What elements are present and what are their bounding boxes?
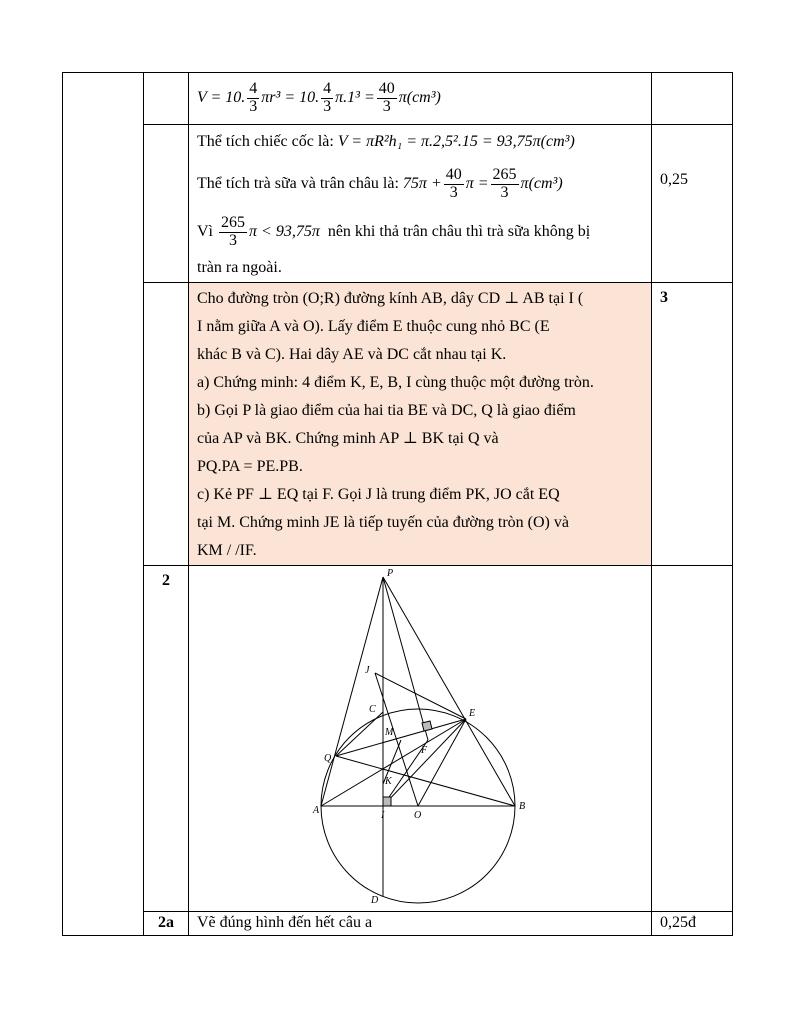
fraction: $\frac{265}{3}$: [221, 214, 245, 249]
problem-line: KM / /IF.: [197, 542, 257, 559]
figure-cell: [189, 566, 652, 912]
comparison-line-2: tràn ra ngoài.: [197, 259, 282, 276]
fraction: $\frac{4}{3}$: [249, 80, 258, 115]
segment-ae: [321, 719, 466, 806]
outer-left-column: [63, 73, 144, 936]
problem-line: khác B và C). Hai dây AE và DC cắt nhau tại K.: [197, 346, 507, 363]
problem-score: 3: [660, 289, 668, 306]
point-label-o: O: [414, 810, 422, 821]
figure-score-cell: [652, 566, 733, 912]
volume-formula: V = 10. $\frac{4}{3}$ πr³ = 10. $\frac{4}{3}$ π.1³ = $\frac{40}{3}$ π(cm³): [197, 80, 441, 115]
right-angle-mark: [383, 797, 391, 806]
problem-label-cell: [144, 283, 189, 566]
row-2a-label-cell: [144, 912, 189, 936]
row2-content-cell: [189, 125, 652, 283]
problem-statement-cell: [189, 283, 652, 566]
point-label-q: Q: [324, 753, 332, 764]
problem-line: a) Chứng minh: 4 điểm K, E, B, I cùng thuộc một đường tròn.: [197, 374, 594, 391]
segment-pa: [321, 577, 383, 806]
row1-content-cell: [189, 73, 652, 125]
problem-line: I nằm giữa A và O). Lấy điểm E thuộc cung nhỏ BC (E: [197, 318, 550, 335]
fraction: $\frac{40}{3}$: [378, 80, 395, 115]
figure-label: 2: [162, 572, 170, 589]
answer-table: [62, 72, 733, 936]
fraction: $\frac{4}{3}$: [323, 80, 332, 115]
problem-line: tại M. Chứng minh JE là tiếp tuyến của đường tròn (O) và: [197, 514, 569, 531]
problem-line: của AP và BK. Chứng minh AP ⊥ BK tại Q và: [197, 430, 499, 447]
point-label-d: D: [371, 895, 379, 906]
comparison-line: Vì $\frac{265}{3}$ π < 93,75π nên khi thả trân châu thì trà sữa không bị: [197, 214, 591, 249]
row-2a-score-cell: [652, 912, 733, 936]
point-label-p: P: [387, 568, 394, 579]
point-label-b: B: [519, 801, 526, 812]
total-volume-line: Thể tích trà sữa và trân châu là: 75π + $\frac{40}{3}$ π = $\frac{265}{3}$ π(cm³): [197, 166, 563, 201]
row-2a-score: 0,25đ: [660, 914, 696, 931]
fraction: $\frac{265}{3}$: [492, 166, 517, 201]
point-label-c: C: [369, 704, 376, 715]
point-label-e: E: [469, 708, 476, 719]
problem-line: c) Kẻ PF ⊥ EQ tại F. Gọi J là trung điểm PK, JO cắt EQ: [197, 486, 560, 503]
point-label-i: I: [381, 810, 385, 821]
segment-eo: [418, 719, 466, 806]
right-angle-mark: [422, 721, 432, 731]
point-label-k: K: [385, 776, 392, 787]
point-label-a: A: [313, 805, 320, 816]
row2-score-cell: [652, 125, 733, 283]
problem-line: PQ.PA = PE.PB.: [197, 458, 303, 475]
problem-score-cell: [652, 283, 733, 566]
row-2a-text: Vẽ đúng hình đến hết câu a: [197, 914, 373, 931]
cup-volume-line: Thể tích chiếc cốc là: V = πR²h₁ = π.2,5².15 = 93,75π(cm³): [197, 133, 575, 150]
point-label-j: J: [365, 665, 370, 676]
point-label-m: M: [385, 727, 394, 738]
fraction: $\frac{40}{3}$: [445, 166, 462, 201]
segment-pf: [383, 577, 428, 740]
row2-label-cell: [144, 125, 189, 283]
problem-line: b) Gọi P là giao điểm của hai tia BE và DC, Q là giao điểm: [197, 402, 576, 419]
row1-label-cell: [144, 73, 189, 125]
segment-ei: [383, 719, 466, 806]
point-label-f: F: [421, 745, 428, 756]
segment-pb: [383, 577, 515, 806]
row-2a-content-cell: [189, 912, 652, 936]
row1-score-cell: [652, 73, 733, 125]
problem-line: Cho đường tròn (O;R) đường kính AB, dây CD ⊥ AB tại I (: [197, 290, 584, 307]
score-value: 0,25: [660, 171, 688, 188]
geometry-figure: [189, 566, 651, 910]
figure-label-cell: [144, 566, 189, 912]
row-2a-label: 2a: [158, 914, 174, 931]
